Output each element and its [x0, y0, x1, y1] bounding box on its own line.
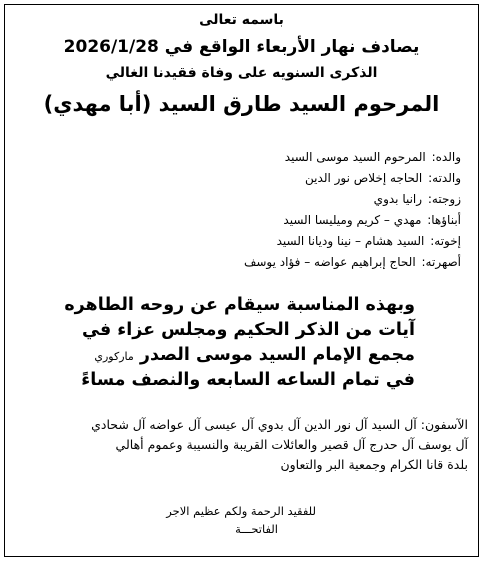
- announcement-line-1: وبهذه المناسبة سيقام عن روحه الطاهره: [64, 295, 415, 315]
- announcement-line-4: في تمام الساعه السابعه والنصف مساءً: [81, 370, 415, 390]
- mourners-line-2: آل يوسف آل حدرج آل قصير والعائلات القريبة والنسيبة وعموم أهالي: [115, 437, 468, 452]
- venue-name: مجمع الإمام السيد موسى الصدر: [139, 345, 415, 365]
- venue-location: ماركوري: [94, 350, 134, 363]
- father-value: المرحوم السيد موسى السيد: [284, 150, 426, 164]
- announcement-line-2: آيات من الذكر الحكيم ومجلس عزاء في: [82, 320, 415, 340]
- family-wife: [374, 192, 461, 206]
- notice-border: [4, 4, 479, 557]
- mourners-line-3: بلدة قانا الكرام وجمعية البر والتعاون: [280, 457, 468, 472]
- family-father: [285, 150, 461, 164]
- family-mother: [305, 171, 461, 185]
- siblings-value: السيد هشام – نينا وديانا السيد: [276, 234, 425, 248]
- children-label: أبناؤها:: [427, 213, 461, 227]
- children-value: مهدي – كريم وميليسا السيد: [283, 213, 422, 227]
- closing-condolence: للفقيد الرحمة ولكم عظيم الاجر: [166, 504, 316, 518]
- in-laws-label: أصهرته:: [421, 255, 461, 269]
- family-in-laws: [244, 255, 461, 269]
- header-basmala: باسمه تعالى: [199, 12, 284, 28]
- siblings-label: إخوته:: [430, 234, 461, 248]
- mother-value: الحاجه إخلاص نور الدين: [305, 171, 423, 185]
- mother-label: والدته:: [428, 171, 461, 185]
- wife-value: رانيا بدوي: [373, 192, 423, 206]
- wife-label: زوجته:: [427, 192, 461, 206]
- in-laws-value: الحاج إبراهيم عواضه – فؤاد يوسف: [243, 255, 416, 269]
- header-date-line: يصادف نهار الأربعاء الواقع في 2026/1/28: [63, 37, 420, 57]
- closing-fatiha: الفاتحـــة: [235, 522, 278, 536]
- deceased-name: المرحوم السيد طارق السيد (أبا مهدي): [43, 92, 440, 116]
- header-anniversary-line: الذكرى السنويه على وفاة فقيدنا الغالي: [105, 65, 378, 81]
- announcement-line-3: [94, 345, 415, 365]
- father-label: والده:: [431, 150, 461, 164]
- mourners-line-1: الآسفون: آل السيد آل نور الدين آل بدوي آل عيسى آل عواضه آل شحادي: [91, 417, 468, 432]
- family-children: [283, 213, 461, 227]
- family-siblings: [277, 234, 461, 248]
